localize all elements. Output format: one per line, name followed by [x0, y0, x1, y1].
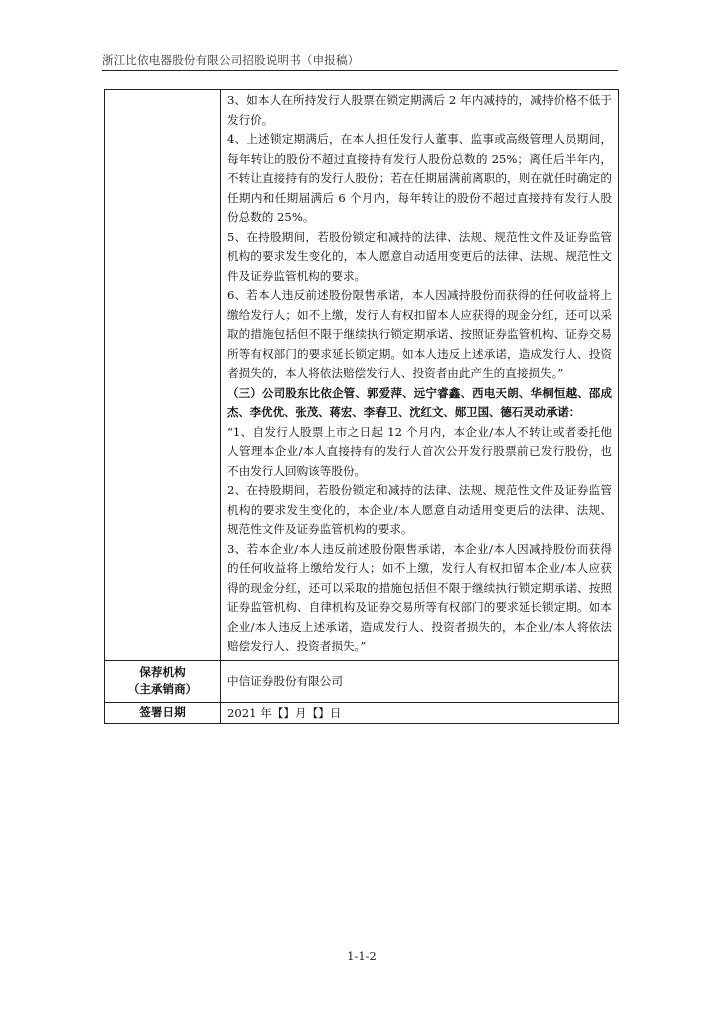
- shareholder-commitment-1: “1、自发行人股票上市之日起 12 个月内，本企业/本人不转让或者委托他人管理本企业/本人直接持有的发行人首次公开发行股票前已发行股份，也不由发行人回购该等股份。: [227, 424, 612, 478]
- shareholder-commitment-3: 3、若本企业/本人违反前述股份限售承诺，本企业/本人因减持股份而获得的任何收益将上缴给发行人；如不上缴，发行人有权扣留本企业/本人应获得的现金分红，还可以采取的措施包括但不限于继续执行锁定期承诺、按照证券监管机构、自律机构及证券交易所等有权部门的要求延长锁定期。如本企业/本人违反上述承诺，造成发行人、投资者损失的，本企业/本人将依法赔偿发行人、投资者损失。”: [227, 541, 612, 653]
- sponsor-label-line2: （主承销商）: [127, 682, 198, 696]
- commitment-content-cell: [221, 90, 619, 661]
- commitment-paragraph-5: 5、在持股期间，若股份锁定和减持的法律、法规、规范性文件及证券监管机构的要求发生变化的，本人愿意自动适用变更后的法律、法规、规范性文件及证券监管机构的要求。: [227, 229, 612, 283]
- document-header: 浙江比依电器股份有限公司招股说明书（申报稿）: [102, 53, 360, 67]
- commitment-paragraph-3: 3、如本人在所持发行人股票在锁定期满后 2 年内减持的，减持价格不低于发行价。: [227, 93, 612, 127]
- header-divider: [102, 70, 618, 71]
- section-heading: （三）公司股东比依企管、郭爱萍、远宁睿鑫、西电天朗、华桐恒越、邵成杰、李优优、张茂、蒋宏、李春卫、沈红文、郧卫国、德石灵动承诺：: [227, 385, 612, 419]
- sponsor-label-line1: 保荐机构: [139, 665, 186, 679]
- sponsor-label: [105, 660, 221, 702]
- page-number: 1-1-2: [347, 949, 377, 963]
- commitment-row: [105, 90, 619, 661]
- commitment-label-cell: [105, 90, 221, 661]
- date-label: 签署日期: [105, 702, 221, 723]
- date-row: [105, 702, 619, 723]
- shareholder-commitment-2: 2、在持股期间，若股份锁定和减持的法律、法规、规范性文件及证券监管机构的要求发生变化的，本企业/本人愿意自动适用变更后的法律、法规、规范性文件及证券监管机构的要求。: [227, 483, 612, 536]
- commitment-table: [104, 89, 619, 724]
- commitment-paragraph-4: 4、上述锁定期满后，在本人担任发行人董事、监事或高级管理人员期间，每年转让的股份不超过直接持有发行人股份总数的 25%；离任后半年内，不转让直接持有的发行人股份；若在任期届满前离职的，则在就任时确定的任期内和任期届满后 6 个月内，每年转让的股份不超过直接持有发行人股份总数的 25%。: [227, 132, 612, 224]
- commitment-paragraph-6: 6、若本人违反前述股份限售承诺，本人因减持股份而获得的任何收益将上缴给发行人；如不上缴，发行人有权扣留本人应获得的现金分红，还可以采取的措施包括但不限于继续执行锁定期承诺、按照证券监管机构、证券交易所等有权部门的要求延长锁定期。如本人违反上述承诺，造成发行人、投资者损失的，本人将依法赔偿发行人、投资者由此产生的直接损失。”: [227, 288, 612, 380]
- sponsor-value: 中信证券股份有限公司: [221, 660, 619, 702]
- date-value: 2021 年【】月【】日: [221, 702, 619, 723]
- sponsor-row: [105, 660, 619, 702]
